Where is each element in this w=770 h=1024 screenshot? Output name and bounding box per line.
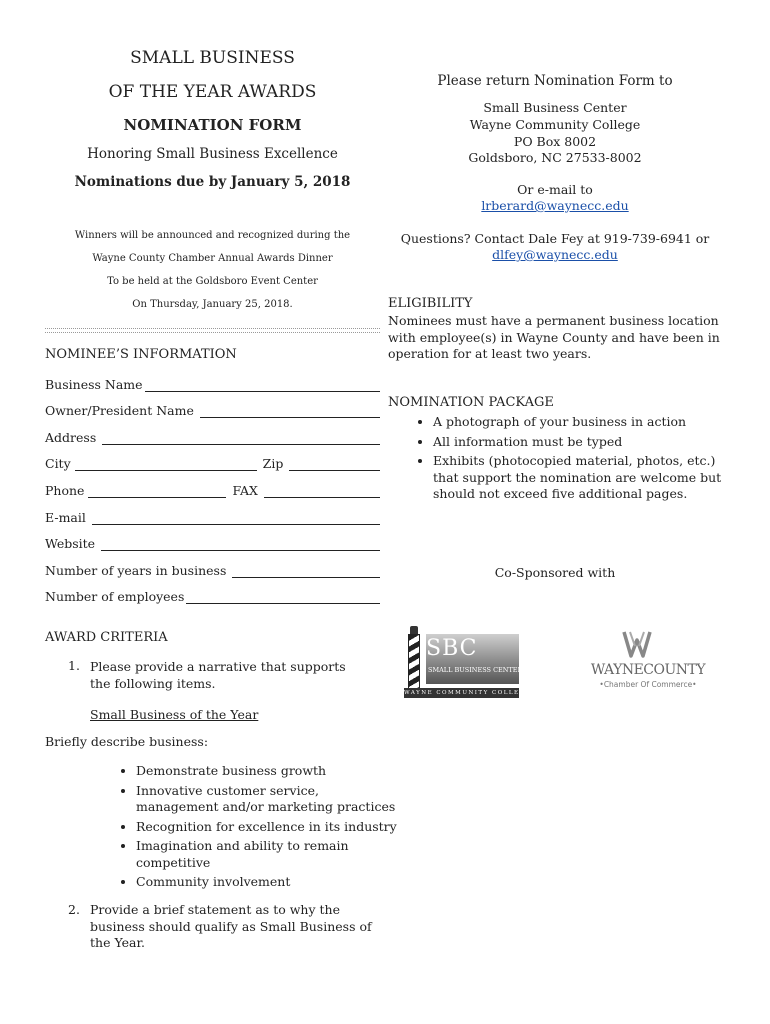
years-field[interactable] xyxy=(45,560,380,578)
email-line[interactable] xyxy=(92,512,380,525)
owner-label: Owner/President Name xyxy=(45,403,194,418)
phone-label: Phone xyxy=(45,483,85,498)
sbc-college: WAYNE COMMUNITY COLLEGE xyxy=(404,690,531,696)
city-line[interactable] xyxy=(75,458,257,471)
title-line-2: OF THE YEAR AWARDS xyxy=(108,82,317,102)
zip-line[interactable] xyxy=(289,458,380,471)
lighthouse-icon xyxy=(407,626,421,690)
item-1-text: Please provide a narrative that supports the following items. xyxy=(90,659,346,691)
package-heading: NOMINATION PACKAGE xyxy=(388,395,554,410)
employees-field[interactable] xyxy=(45,586,380,604)
return-address-line: Wayne Community College xyxy=(469,117,641,132)
announce-line: On Thursday, January 25, 2018. xyxy=(132,299,293,310)
return-address-line: Small Business Center xyxy=(483,100,627,115)
cosponsored-label: Co-Sponsored with xyxy=(494,565,616,580)
subtitle: Honoring Small Business Excellence xyxy=(87,146,338,162)
address-field[interactable] xyxy=(45,427,380,445)
email-label-right: Or e-mail to xyxy=(517,182,593,197)
return-heading: Please return Nomination Form to xyxy=(437,73,673,89)
describe-label: Briefly describe business: xyxy=(45,734,209,749)
return-address-line: PO Box 8002 xyxy=(513,134,597,149)
business-name-field[interactable] xyxy=(45,374,380,392)
list-item: • Innovative customer service, management and/or marketing practices xyxy=(136,783,401,816)
email-label: E-mail xyxy=(45,510,86,525)
announce-line: Winners will be announced and recognized during the xyxy=(74,230,351,241)
item-2-text: Provide a brief statement as to why the business should qualify as Small Business of the Year. xyxy=(90,902,372,950)
phone-fax-field[interactable] xyxy=(45,480,380,498)
questions-email-link[interactable]: dlfey@waynecc.edu xyxy=(492,247,618,262)
nominee-heading: NOMINEE’S INFORMATION xyxy=(45,347,237,362)
phone-line[interactable] xyxy=(88,485,226,498)
owner-field[interactable] xyxy=(45,400,380,418)
package-list xyxy=(413,414,733,506)
list-item: • Recognition for excellence in its industry xyxy=(136,819,401,836)
announce-line: To be held at the Goldsboro Event Center xyxy=(107,276,318,287)
return-email-link[interactable]: lrberard@waynecc.edu xyxy=(481,198,629,213)
return-email-wrap xyxy=(400,198,710,213)
sbc-abbr: SBC xyxy=(426,636,478,661)
questions-email-wrap xyxy=(400,247,710,262)
wc-name: WAYNECOUNTY xyxy=(590,662,706,678)
title-line-1: SMALL BUSINESS xyxy=(130,48,295,68)
w-emblem-icon xyxy=(622,630,652,658)
separator xyxy=(45,328,380,333)
fax-label: FAX xyxy=(232,483,258,498)
criteria-list xyxy=(116,763,401,894)
announce-line: Wayne County Chamber Annual Awards Dinner xyxy=(92,253,333,264)
eligibility-text: Nominees must have a permanent business location with employee(s) in Wayne County and have been in operation for at least two years. xyxy=(388,313,720,361)
item-2-number: 2. xyxy=(68,902,80,917)
list-item: • Community involvement xyxy=(136,874,401,891)
list-item: • Exhibits (photocopied material, photos, etc.) that support the nomination are welcome but should not exceed five additional pages. xyxy=(433,453,733,503)
questions-text: Questions? Contact Dale Fey at 919-739-6941 or xyxy=(400,231,710,246)
return-address-line: Goldsboro, NC 27533-8002 xyxy=(468,150,642,165)
fax-line[interactable] xyxy=(264,485,380,498)
email-field[interactable] xyxy=(45,507,380,525)
wayne-county-logo xyxy=(588,630,708,692)
list-item: • All information must be typed xyxy=(433,434,733,451)
website-label: Website xyxy=(45,536,96,551)
list-item: • Imagination and ability to remain competitive xyxy=(136,838,401,871)
address-label: Address xyxy=(45,430,97,445)
eligibility-heading: ELIGIBILITY xyxy=(388,296,473,311)
employees-label: Number of employees xyxy=(45,589,185,604)
website-field[interactable] xyxy=(45,533,380,551)
business-name-line[interactable] xyxy=(145,379,380,392)
owner-line[interactable] xyxy=(200,405,380,418)
list-item: • A photograph of your business in action xyxy=(433,414,733,431)
item-1-number: 1. xyxy=(68,658,80,673)
website-line[interactable] xyxy=(101,538,380,551)
business-name-label: Business Name xyxy=(45,377,143,392)
address-line[interactable] xyxy=(102,432,380,445)
sbc-name: SMALL BUSINESS CENTER xyxy=(428,666,523,674)
city-label: City xyxy=(45,456,71,471)
years-label: Number of years in business xyxy=(45,563,227,578)
sbc-logo xyxy=(404,626,531,698)
due-date: Nominations due by January 5, 2018 xyxy=(74,174,351,190)
employees-line[interactable] xyxy=(186,591,380,604)
list-item: • Demonstrate business growth xyxy=(136,763,401,780)
city-zip-field[interactable] xyxy=(45,453,380,471)
years-line[interactable] xyxy=(232,565,380,578)
form-title: NOMINATION FORM xyxy=(123,116,302,134)
zip-label: Zip xyxy=(262,456,284,471)
award-heading: AWARD CRITERIA xyxy=(45,630,168,645)
category-label: Small Business of the Year xyxy=(90,707,259,722)
wc-sub: •Chamber Of Commerce• xyxy=(599,680,697,689)
